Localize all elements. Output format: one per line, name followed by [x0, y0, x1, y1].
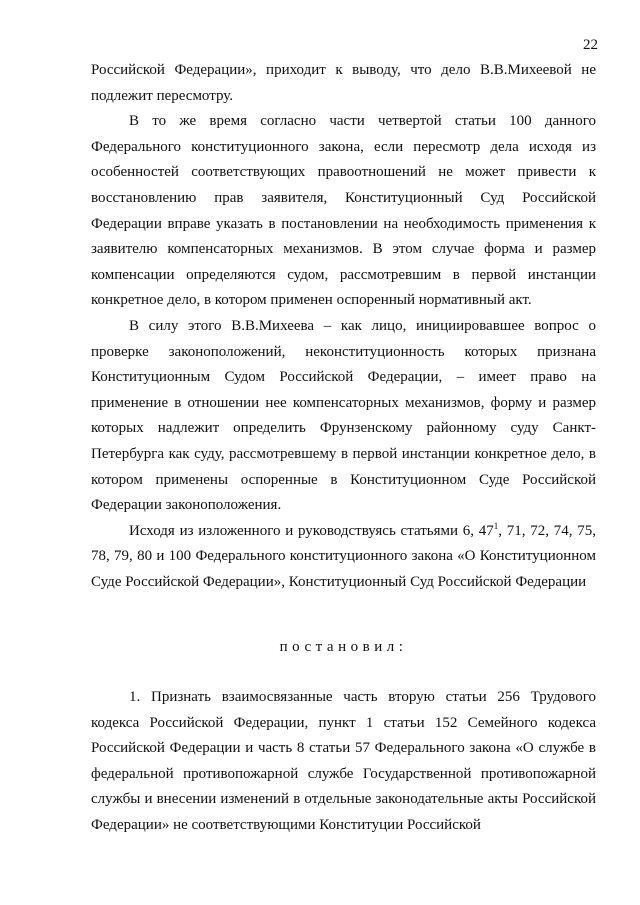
document-body [91, 58, 596, 839]
page-number: 22 [583, 37, 598, 53]
article-superscript: 1 [493, 520, 499, 531]
decision-heading: постановил: [279, 639, 408, 656]
legal-basis-text-start: Исходя из изложенного и руководствуясь статьями 6, 47 [129, 522, 494, 539]
paragraph-ruling-item-1: 1. Признать взаимосвязанные часть вторую статьи 256 Трудового кодекса Российской Федерации, пункт 1 статьи 152 Семейного кодекса Российской Федерации и часть 8 статьи 57 Федерального закона «О службе в федеральной противопожарной службе Государственной противопожарной службы и внесении изменений в отдельные законодательные акты Российской Федерации» не соответствующими Конституции Российской [91, 689, 596, 834]
paragraph-legal-basis [91, 519, 596, 596]
paragraph-applicant-right: В силу этого В.В.Михеева – как лицо, инициировавшее вопрос о проверке законоположений, неконституционность которых признана Конституционным Судом Российской Федерации, – имеет право на применение в отношении нее компенсаторных механизмов, форму и размер которых надлежит определить Фрунзенскому районному суду Санкт-Петербурга как суду, рассмотревшему в первой инстанции конкретное дело, в котором применены оспоренные в Конституционном Суде Российской Федерации законоположения. [91, 317, 596, 514]
paragraph-conclusion-continued: Российской Федерации», приходит к выводу, что дело В.В.Михеевой не подлежит пересмотру. [91, 62, 596, 104]
legal-basis-text-end: , 71, 72, 74, 75, 78, 79, 80 и 100 Федерального конституционного закона «О Конституционном Суде Российской Федерации», Конституционный Суд Российской Федерации [91, 522, 597, 590]
paragraph-compensation-rule: В то же время согласно части четвертой статьи 100 данного Федерального конституционного закона, если пересмотр дела исходя из особенностей соответствующих правоотношений не может привести к восстановлению прав заявителя, Конституционный Суд Российской Федерации вправе указать в постановлении на необходимость применения к заявителю компенсаторных механизмов. В этом случае форма и размер компенсации определяются судом, рассмотревшим в первой инстанции конкретное дело, в котором применен оспоренный нормативный акт. [91, 113, 596, 309]
